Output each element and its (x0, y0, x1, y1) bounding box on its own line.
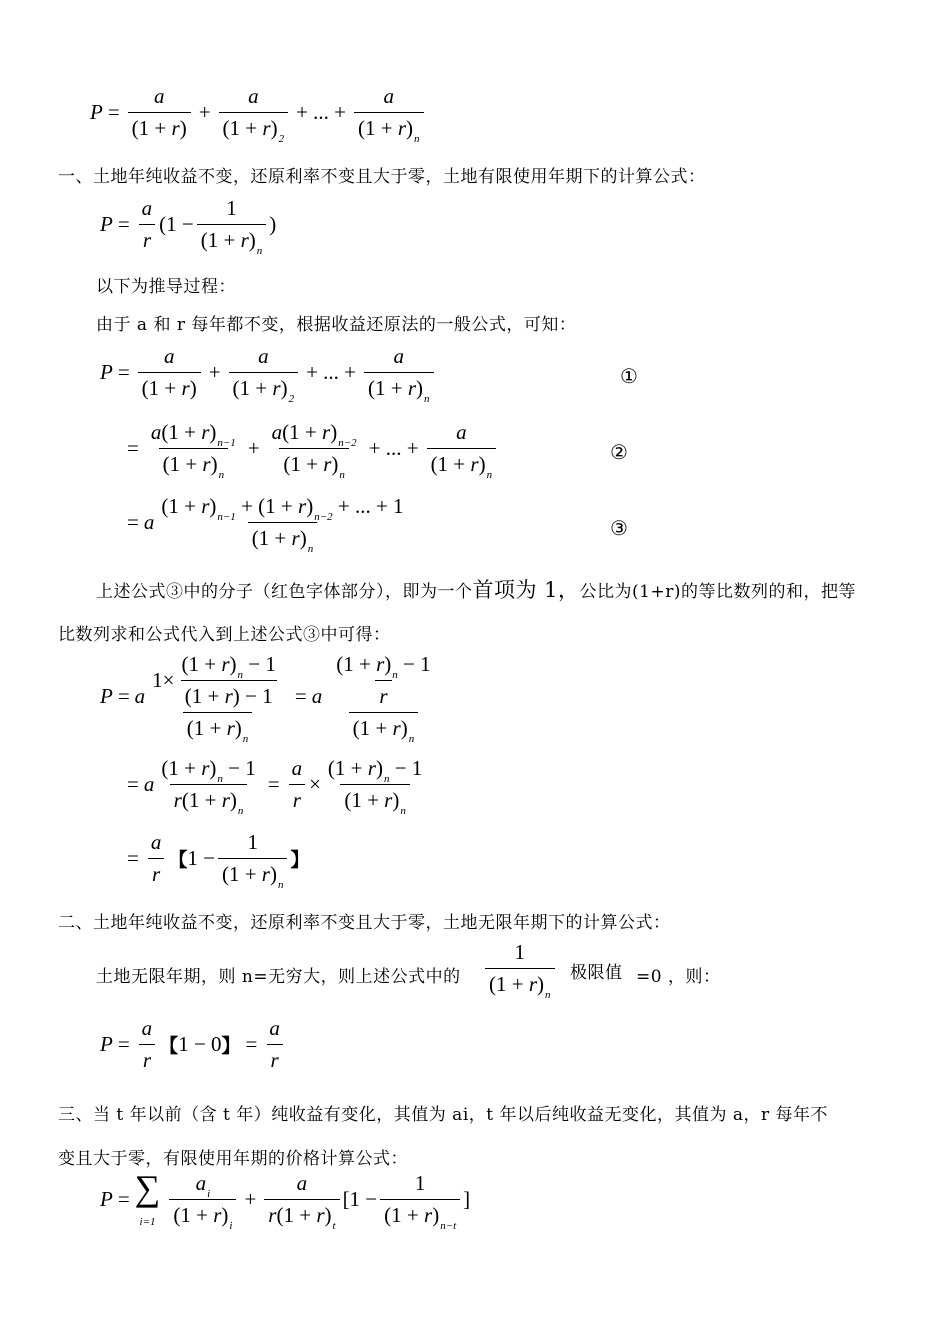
section-2-line: 土地无限年期，则 n=无穷大，则上述公式中的 (96, 967, 461, 987)
derivation-intro: 以下为推导过程： (96, 277, 236, 297)
section-2-limit-value: =0 ，则： (636, 967, 721, 987)
equation-step-2: = $\frac{a(1 + r)_{n-1}}{(1 + r)_n}$ + $\frac{a(1 + r)_{n-2}}{(1 + r)_n}$ + ... + $\frac{a}{(1 + r)_n}$ (122, 420, 499, 477)
equation-step-3: = a $\frac{(1 + r)_{n-1} + (1 + r)_{n-2} + ... + 1}{(1 + r)_n}$ (127, 494, 404, 555)
equation-limit-term: $\frac{1}{(1 + r)_n}$ (482, 940, 558, 997)
section-3-line1: 三、当 t 年以前（含 t 年）纯收益有变化，其值为 ai，t 年以后纯收益无变化，其值为 a，r 每年不 (58, 1105, 829, 1125)
paragraph-geometric-series (96, 574, 856, 604)
equation-general: P = $\frac{a}{(1 + r)}$ + $\frac{a}{(1 + r)_2}$ + ... + $\frac{a}{(1 + r)_n}$ (90, 84, 427, 141)
paragraph-part-b: 首项为 1， (472, 578, 580, 602)
equation-step-1: P = $\frac{a}{(1 + r)}$ + $\frac{a}{(1 + r)_2}$ + ... + $\frac{a}{(1 + r)_n}$ (100, 344, 437, 401)
section-3-line2: 变且大于零，有限使用年期的价格计算公式： (58, 1149, 408, 1169)
paragraph-part-a: 上述公式③中的分子（红色字体部分），即为一个 (96, 582, 473, 602)
equation-simplify: = a $\frac{(1 + r)_n - 1}{r(1 + r)_n}$ = $\frac{a}{r}$ × $\frac{(1 + r)_n - 1}{(1 + r)_n}$ (127, 756, 423, 817)
equation-variable-income: P = ∑ i=1 $\frac{a_i}{(1 + r)_i}$ + $\frac{a}{r(1 + r)_t}$ [1 − $\frac{1}{(1 + r)_{n-t}}$ ] (100, 1168, 471, 1232)
paragraph-part-c: 公比为(1+r)的等比数列的和，把等 (579, 582, 856, 602)
equation-result-finite: = $\frac{a}{r}$ 【 1 − $\frac{1}{(1 + r)_n}$ 】 (127, 830, 310, 891)
paragraph-geometric-series-line2: 比数列求和公式代入到上述公式③中可得： (58, 625, 391, 645)
equation-geometric-sum: P = a 1× $\frac{(1 + r)_n - 1}{(1 + r) - 1}$ $(1 + r)_n$ = a $\frac{\frac{(1 + r)_n - 1}{r}}{(1 + r)_n}$ (100, 652, 431, 745)
equation-infinite: P = $\frac{a}{r}$ 【 1 − 0 】 = $\frac{a}{r}$ (100, 1016, 287, 1073)
section-1-heading: 一、土地年纯收益不变，还原利率不变且大于零，土地有限使用年期下的计算公式： (58, 167, 706, 187)
section-2-limit-label: 极限值 (570, 963, 623, 983)
equation-ref-1: ① (620, 364, 638, 388)
equation-ref-3: ③ (610, 516, 628, 540)
equation-finite-term: P = $\frac{a}{r}$ (1 − $\frac{1}{(1 + r)_n}$ ) (100, 196, 277, 257)
equation-ref-2: ② (610, 440, 628, 464)
section-2-heading: 二、土地年纯收益不变，还原利率不变且大于零，土地无限年期下的计算公式： (58, 913, 671, 933)
derivation-basis: 由于 a 和 r 每年都不变，根据收益还原法的一般公式，可知： (96, 315, 577, 335)
